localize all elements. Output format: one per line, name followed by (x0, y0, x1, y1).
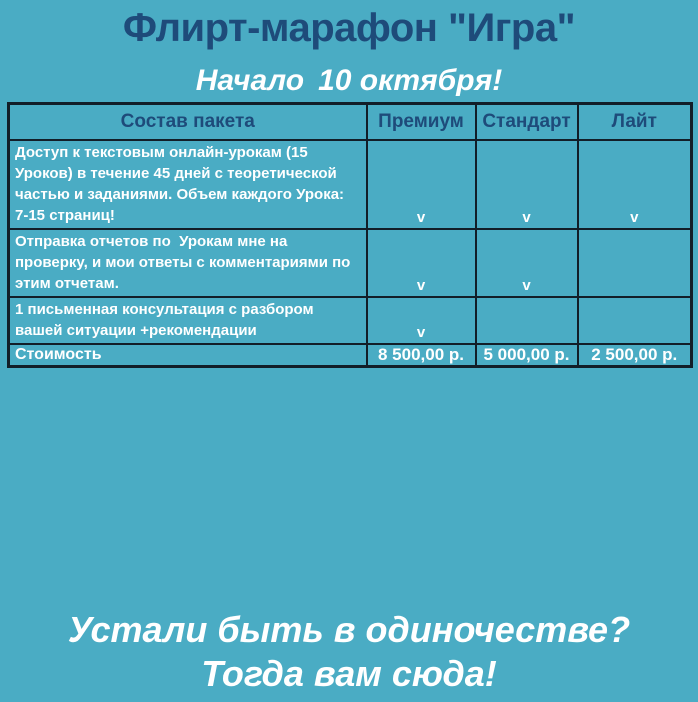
lite-price: 2 500,00 р. (578, 344, 692, 367)
price-row-label: Стоимость (9, 344, 367, 367)
poster-title: Флирт-марафон "Игра" (122, 6, 576, 50)
feature-cell: Отправка отчетов по Урокам мне на проверку, и мои ответы с комментариями по этим отчетам. (9, 229, 367, 297)
table-row-price (9, 344, 692, 367)
lite-check-cell: v (578, 140, 692, 229)
feature-cell: 1 письменная консультация с разбором вашей ситуации +рекомендации (9, 297, 367, 344)
column-header-premium: Премиум (367, 104, 476, 140)
subtitle-start-text: Начало (195, 64, 305, 97)
standard-check-cell: v (476, 140, 578, 229)
lite-check-cell (578, 297, 692, 344)
premium-check-cell: v (367, 140, 476, 229)
poster-subtitle (0, 65, 698, 97)
standard-price: 5 000,00 р. (476, 344, 578, 367)
standard-check-cell (476, 297, 578, 344)
footer-tagline-line1: Устали быть в одиночестве? (67, 609, 631, 650)
premium-price: 8 500,00 р. (367, 344, 476, 367)
lite-check-cell (578, 229, 692, 297)
table-row-lessons-access (9, 140, 692, 229)
standard-check-cell: v (476, 229, 578, 297)
footer-tagline (0, 608, 698, 696)
premium-check-cell: v (367, 229, 476, 297)
column-header-lite: Лайт (578, 104, 692, 140)
column-header-standard: Стандарт (476, 104, 578, 140)
feature-cell: Доступ к текстовым онлайн-урокам (15 Уроков) в течение 45 дней с теоретической частью и заданиями. Объем каждого Урока: 7-15 страниц! (9, 140, 367, 229)
table-row-written-consultation (9, 297, 692, 344)
subtitle-date-text: 10 октября! (318, 64, 503, 97)
footer-tagline-line2: Тогда вам сюда! (201, 653, 497, 694)
table-row-report-review (9, 229, 692, 297)
column-header-package-contents: Состав пакета (9, 104, 367, 140)
table-header-row (9, 104, 692, 140)
premium-check-cell: v (367, 297, 476, 344)
pricing-table (7, 102, 693, 368)
